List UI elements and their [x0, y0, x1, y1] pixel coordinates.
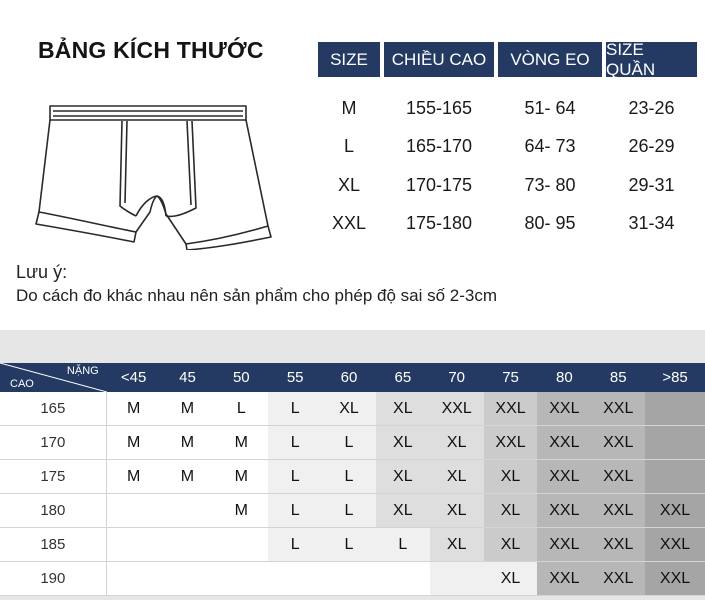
size-cell: XL: [376, 392, 430, 425]
size-cell: [430, 562, 484, 595]
weight-header: >85: [662, 369, 688, 386]
size-cell: [161, 528, 215, 561]
size-cell: [161, 494, 215, 527]
size-cell: [107, 494, 161, 527]
size-cell: XL: [484, 494, 538, 527]
size-cell: XL: [337, 174, 361, 195]
size-cell: L: [268, 528, 322, 561]
size-cell: L: [376, 528, 430, 561]
size-table-header: [318, 39, 701, 79]
size-cell: XL: [430, 528, 484, 561]
size-cell: [107, 528, 161, 561]
grid-row: [0, 426, 705, 460]
grid-row: [0, 528, 705, 562]
size-cell: XL: [484, 528, 538, 561]
size-cell: 73- 80: [524, 174, 576, 195]
size-cell: [214, 562, 268, 595]
size-cell: 26-29: [628, 136, 675, 157]
size-cell: L: [214, 392, 268, 425]
size-row: [318, 166, 701, 205]
size-cell: L: [322, 528, 376, 561]
weight-header: 85: [609, 369, 627, 386]
size-cell: XXL: [484, 426, 538, 459]
size-cell: 175-180: [405, 213, 473, 234]
size-cell: M: [107, 392, 161, 425]
size-cell: M: [214, 460, 268, 493]
size-cell: [268, 562, 322, 595]
grid-row: [0, 494, 705, 528]
corner-label-weight: NẶNG: [66, 365, 99, 377]
size-row: [318, 205, 701, 244]
height-label: 175: [0, 460, 107, 493]
grid-header: [0, 363, 705, 392]
size-cell: M: [161, 392, 215, 425]
page-title: BẢNG KÍCH THƯỚC: [38, 37, 264, 63]
size-cell: L: [268, 426, 322, 459]
size-cell: XL: [430, 426, 484, 459]
height-label: 165: [0, 392, 107, 425]
size-cell: XXL: [331, 213, 367, 234]
size-cell: 155-165: [405, 97, 473, 118]
grid-corner: [0, 363, 107, 392]
size-cell: XXL: [537, 426, 591, 459]
size-cell: [645, 426, 705, 459]
height-label: 185: [0, 528, 107, 561]
size-cell: M: [161, 460, 215, 493]
size-cell: XL: [430, 460, 484, 493]
weight-header: 80: [556, 369, 573, 386]
size-cell: 29-31: [628, 174, 675, 195]
size-cell: [645, 392, 705, 425]
size-cell: XXL: [537, 562, 591, 595]
size-cell: M: [107, 426, 161, 459]
weight-header: 60: [340, 369, 358, 386]
size-header-height: CHIỀU CAO: [384, 42, 494, 77]
size-cell: XL: [484, 562, 538, 595]
size-cell: [107, 562, 161, 595]
size-cell: M: [214, 494, 268, 527]
size-cell: XXL: [645, 494, 705, 527]
weight-header: <45: [120, 369, 147, 386]
size-cell: 80- 95: [524, 213, 576, 234]
size-cell: M: [214, 426, 268, 459]
size-cell: XL: [376, 426, 430, 459]
size-table: [318, 39, 701, 243]
size-cell: XL: [430, 494, 484, 527]
weight-header: 75: [502, 369, 519, 386]
size-cell: 31-34: [628, 213, 675, 234]
size-cell: XL: [376, 494, 430, 527]
size-cell: M: [341, 97, 357, 118]
weight-header: 65: [394, 369, 412, 386]
weight-height-grid: [0, 363, 705, 596]
weight-header: 50: [232, 369, 250, 386]
size-cell: XL: [484, 460, 538, 493]
height-label: 190: [0, 562, 107, 595]
size-cell: 51- 64: [524, 97, 576, 118]
size-cell: XXL: [430, 392, 484, 425]
size-cell: XXL: [591, 392, 645, 425]
size-cell: M: [107, 460, 161, 493]
note-text: Do cách đo khác nhau nên sản phẩm cho phép độ sai số 2-3cm: [16, 286, 498, 305]
grid-row: [0, 392, 705, 426]
size-cell: L: [268, 494, 322, 527]
size-cell: [214, 528, 268, 561]
height-label: 170: [0, 426, 107, 459]
size-cell: XXL: [591, 528, 645, 561]
size-header-waist: VÒNG EO: [498, 42, 602, 77]
size-cell: XXL: [591, 494, 645, 527]
size-row: [318, 128, 701, 167]
weight-height-chart-panel: [0, 330, 705, 600]
size-cell: [161, 562, 215, 595]
size-cell: L: [268, 460, 322, 493]
size-cell: XXL: [591, 562, 645, 595]
size-cell: 165-170: [405, 136, 473, 157]
grid-row: [0, 562, 705, 596]
grid-row: [0, 460, 705, 494]
size-cell: XXL: [645, 528, 705, 561]
size-cell: XXL: [537, 392, 591, 425]
size-cell: [322, 562, 376, 595]
size-header-pants-size: SIZE QUẦN: [606, 42, 697, 77]
size-cell: XXL: [537, 460, 591, 493]
size-header-size: SIZE: [318, 42, 380, 77]
size-row: [318, 89, 701, 128]
size-cell: 170-175: [405, 174, 473, 195]
size-cell: L: [322, 494, 376, 527]
size-cell: XL: [376, 460, 430, 493]
size-cell: XXL: [484, 392, 538, 425]
size-cell: [645, 460, 705, 493]
size-cell: L: [343, 136, 354, 157]
weight-header: 45: [179, 369, 196, 386]
corner-label-height: CAO: [10, 378, 34, 390]
weight-header: 55: [286, 369, 304, 386]
note-title: Lưu ý:: [16, 262, 68, 282]
boxer-shorts-illustration: [26, 100, 276, 250]
size-cell: [376, 562, 430, 595]
size-cell: XXL: [645, 562, 705, 595]
size-cell: 64- 73: [524, 136, 576, 157]
weight-header: 70: [448, 369, 466, 386]
size-cell: L: [268, 392, 322, 425]
size-cell: XXL: [591, 426, 645, 459]
size-cell: 23-26: [628, 97, 675, 118]
size-cell: L: [322, 426, 376, 459]
size-cell: XXL: [537, 494, 591, 527]
size-cell: M: [161, 426, 215, 459]
size-cell: XXL: [591, 460, 645, 493]
size-cell: L: [322, 460, 376, 493]
size-cell: XXL: [537, 528, 591, 561]
height-label: 180: [0, 494, 107, 527]
size-cell: XL: [322, 392, 376, 425]
